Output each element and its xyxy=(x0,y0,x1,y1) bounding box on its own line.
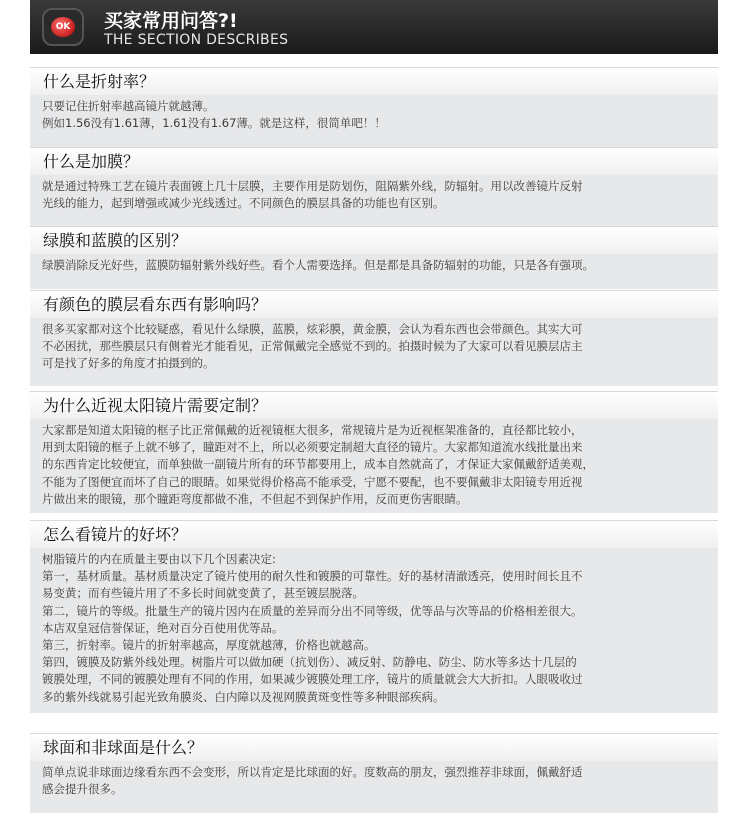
answer-line: 树脂镜片的内在质量主要由以下几个因素决定: xyxy=(42,552,276,566)
answer-line: 只要记住折射率越高镜片就越薄。 xyxy=(42,99,215,113)
section-header xyxy=(30,0,718,54)
ok-badge-icon xyxy=(42,8,84,46)
answer-line: 第三，折射率。镜片的折射率越高，厚度就越薄，价格也就越高。 xyxy=(42,638,376,653)
answer-line: 第四，镀膜及防紫外线处理。树脂片可以做加硬（抗划伤）、减反射、防静电、防尘、防水等多达十几层的 xyxy=(42,655,577,670)
header-title: 买家常用问答?! xyxy=(104,10,238,32)
faq-question: 为什么近视太阳镜片需要定制？ xyxy=(30,391,718,419)
faq-question: 有颜色的膜层看东西有影响吗？ xyxy=(30,290,718,318)
answer-line: 第一，基材质量。基材质量决定了镜片使用的耐久性和镀膜的可靠性。好的基材清澈透亮，使用时间长且不 xyxy=(42,569,583,584)
answer-line: 光线的能力，起到增强或减少光线透过。不同颜色的膜层具备的功能也有区别。 xyxy=(42,196,445,211)
answer-line: 不能为了图便宜而坏了自己的眼睛。如果觉得价格高不能承受，宁愿不要配，也不要佩戴非太阳镜专用近视 xyxy=(42,474,583,489)
answer-line: 例如1.56没有1.61薄，1.61没有1.67薄。就是这样，很简单吧！！ xyxy=(42,116,386,131)
faq-question: 什么是折射率？ xyxy=(30,67,718,95)
faq-answer xyxy=(30,95,718,150)
faq-item-lens-quality xyxy=(30,520,718,713)
faq-answer xyxy=(30,419,718,513)
faq-answer xyxy=(30,761,718,813)
faq-item-colored-coating xyxy=(30,290,718,386)
answer-line: 可是找了好多的角度才拍摄到的。 xyxy=(42,356,215,371)
answer-line: 简单点说非球面边缘看东西不会变形，所以肯定是比球面的好。度数高的朋友，强烈推荐非球面，佩戴舒适 xyxy=(42,765,583,779)
answer-line: 大家都是知道太阳镜的框子比正常佩戴的近视镜框大很多，常规镜片是为近视框架准备的，直径都比较小， xyxy=(42,423,583,437)
answer-line: 不必困扰，那些膜层只有侧着光才能看见，正常佩戴完全感觉不到的。拍摄时候为了大家可以看见膜层店主 xyxy=(42,339,583,354)
faq-item-green-vs-blue xyxy=(30,226,718,289)
header-subtitle: THE SECTION DESCRIBES xyxy=(104,32,289,48)
answer-line: 第二，镜片的等级。批量生产的镜片因内在质量的差异而分出不同等级，优等品与次等品的价格相差很大。 xyxy=(42,603,583,618)
faq-answer xyxy=(30,254,718,289)
faq-question: 绿膜和蓝膜的区别？ xyxy=(30,226,718,254)
faq-answer xyxy=(30,318,718,386)
answer-line: 绿膜消除反光好些，蓝膜防辐射紫外线好些。看个人需要选择。但是都是具备防辐射的功能，只是各有强项。 xyxy=(42,258,594,272)
faq-answer xyxy=(30,175,718,226)
answer-line: 镀膜处理，不同的镀膜处理有不同的作用，如果减少镀膜处理工序，镜片的质量就会大大折扣。人眼吸收过 xyxy=(42,672,583,687)
faq-item-sunglass-custom xyxy=(30,391,718,513)
answer-line: 多的紫外线就易引起光致角膜炎、白内障以及视网膜黄斑变性等多种眼部疾病。 xyxy=(42,689,445,704)
faq-item-coating xyxy=(30,147,718,226)
answer-line: 易变黄；而有些镜片用了不多长时间就变黄了，甚至镀层脱落。 xyxy=(42,586,364,601)
faq-question: 怎么看镜片的好坏？ xyxy=(30,520,718,548)
answer-line: 的东西肯定比较便宜，而单独做一副镜片所有的环节都要用上，成本自然就高了，才保证大家佩戴舒适美观， xyxy=(42,457,594,472)
answer-line: 很多买家都对这个比较疑惑，看见什么绿膜，蓝膜，炫彩膜，黄金膜，会认为看东西也会带颜色。其实大可 xyxy=(42,322,583,336)
faq-question: 球面和非球面是什么？ xyxy=(30,733,718,761)
faq-item-aspheric xyxy=(30,733,718,813)
answer-line: 片做出来的眼镜，那个瞳距弯度都做不准，不但起不到保护作用，反而更伤害眼睛。 xyxy=(42,491,468,506)
answer-line: 就是通过特殊工艺在镜片表面镀上几十层膜，主要作用是防划伤，阻隔紫外线，防辐射。用以改善镜片反射 xyxy=(42,179,583,193)
answer-line: 本店双皇冠信誉保证，绝对百分百使用优等品。 xyxy=(42,620,284,635)
faq-item-refractive-index xyxy=(30,67,718,150)
faq-question: 什么是加膜？ xyxy=(30,147,718,175)
ok-badge-label: OK xyxy=(51,17,75,37)
answer-line: 用到太阳镜的框子上就不够了，瞳距对不上，所以必须要定制超大直径的镜片。大家都知道流水线批量出来 xyxy=(42,440,583,455)
faq-answer xyxy=(30,548,718,713)
answer-line: 感会提升很多。 xyxy=(42,782,123,797)
